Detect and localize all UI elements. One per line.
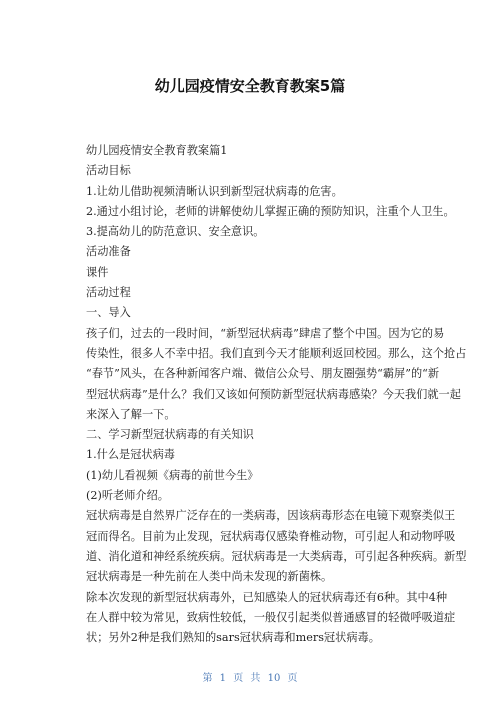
- text-line: (1)幼儿看视频《病毒的前世今生》: [86, 468, 259, 482]
- text-line: 传染性，很多人不幸中招。我们直到今天才能顺利返回校园。那么，这个抢占: [86, 346, 467, 360]
- document-body: [86, 141, 467, 648]
- text-line: 一、导入: [86, 306, 131, 320]
- text-line: 1.什么是冠状病毒: [86, 448, 175, 462]
- text-line: 冠状病毒是一种先前在人类中尚未发现的新菌株。: [86, 570, 333, 584]
- text-line: 在人群中较为常见，致病性较低，一般仅引起类似普通感冒的轻微呼吸道症: [86, 610, 456, 624]
- text-line: (2)听老师介绍。: [86, 489, 169, 503]
- document-title: 幼儿园疫情安全教育教案5篇: [154, 77, 346, 95]
- text-line: 二、学习新型冠状病毒的有关知识: [86, 428, 254, 442]
- page-number-footer: 第 1 页 共 10 页: [202, 673, 298, 684]
- text-line: 孩子们，过去的一段时间，“新型冠状病毒”肆虐了整个中国。因为它的易: [86, 326, 445, 340]
- text-line: 来深入了解一下。: [86, 407, 176, 421]
- text-line: 道、消化道和神经系统疾病。冠状病毒是一大类病毒，可引起各种疾病。新型: [86, 549, 467, 563]
- text-line: 活动准备: [86, 245, 131, 259]
- text-line: 状；另外2种是我们熟知的sars冠状病毒和mers冠状病毒。: [86, 631, 380, 645]
- text-line: 幼儿园疫情安全教育教案篇1: [86, 144, 228, 157]
- text-line: 冠状病毒是自然界广泛存在的一类病毒，因该病毒形态在电镜下观察类似王: [86, 509, 456, 523]
- text-line: 1.让幼儿借助视频清晰认识到新型冠状病毒的危害。: [86, 184, 343, 198]
- text-line: 课件: [86, 265, 109, 279]
- text-line: 活动过程: [86, 286, 131, 300]
- text-line: 型冠状病毒”是什么？我们又该如何预防新型冠状病毒感染？今天我们就一起: [86, 387, 461, 401]
- text-line: 活动目标: [86, 164, 131, 178]
- text-line: 2.通过小组讨论，老师的讲解使幼儿掌握正确的预防知识，注重个人卫生。: [86, 204, 455, 218]
- text-line: 冠而得名。目前为止发现，冠状病毒仅感染脊椎动物，可引起人和动物呼吸: [86, 529, 456, 543]
- text-line: 3.提高幼儿的防范意识、安全意识。: [86, 225, 265, 239]
- text-line: “春节”风头，在各种新闻客户端、微信公众号、朋友圈强势“霸屏”的“新: [86, 367, 440, 381]
- text-line: 除本次发现的新型冠状病毒外，已知感染人的冠状病毒还有6种。其中4种: [86, 590, 448, 604]
